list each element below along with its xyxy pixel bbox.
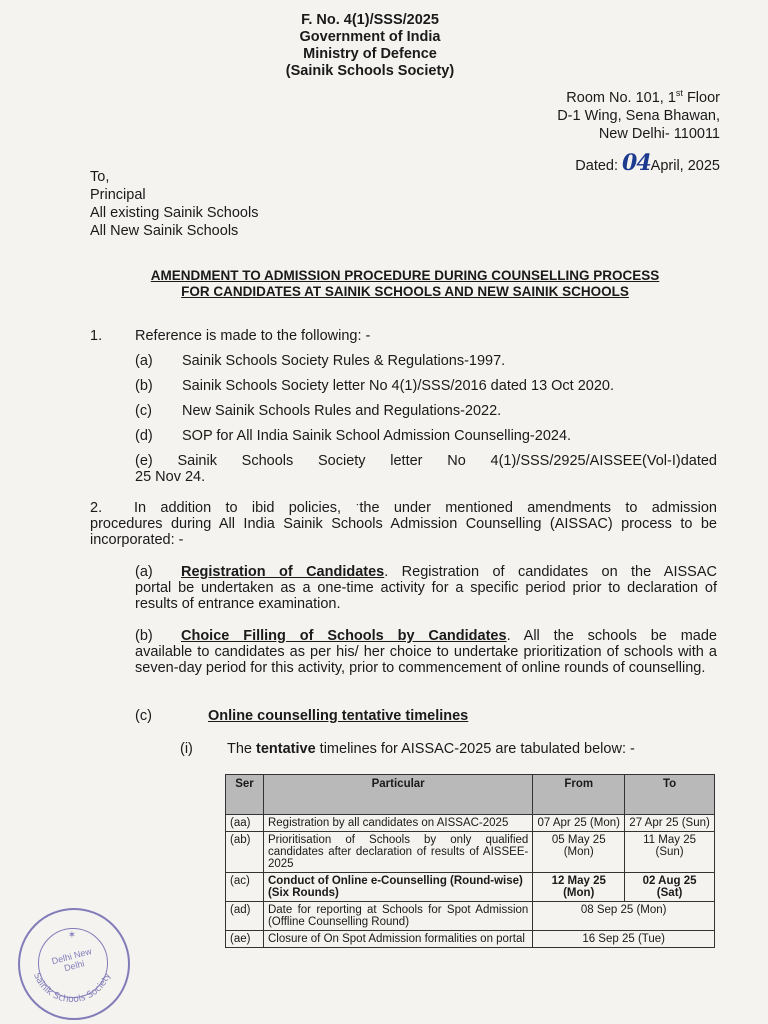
para-1-item-b: (b) Sainik Schools Society letter No 4(1)/SSS/2016 dated 13 Oct 2020. — [135, 378, 615, 394]
recipient-line-2: All New Sainik Schools — [90, 223, 239, 239]
subject-line-1: AMENDMENT TO ADMISSION PROCEDURE DURING COUNSELLING PROCESS — [150, 268, 660, 283]
row-particular: Closure of On Spot Admission formalities on portal — [263, 931, 532, 948]
stamp-center-text: Delhi New Delhi — [50, 946, 93, 974]
para-2-rest: procedures during All India Sainik Schools Admission Counselling (AISSAC) process to be incorporated: - — [90, 516, 717, 548]
para-2-item-b: (b) Choice Filling of Schools by Candidates. All the schools be made available to candidates as per his/ her choice to undertake prioritization of schools with a seven-day period for this activity, prior to commencement of online rounds of counselling. — [135, 628, 717, 676]
table-row — [226, 931, 715, 948]
letter-header — [270, 12, 470, 80]
row-particular: Date for reporting at Schools for Spot Admission (Offline Counselling Round) — [263, 902, 532, 931]
row-date: 16 Sep 25 (Tue) — [533, 931, 715, 948]
para-1-item-d: (d) SOP for All India Sainik School Admission Counselling-2024. — [135, 428, 572, 444]
stamp-text: Sainik Schools Society — [31, 971, 113, 1006]
choice-filling-title: Choice Filling of Schools by Candidates — [181, 628, 507, 644]
col-header-from: From — [533, 775, 625, 815]
para-2-item-c-i: (i) The tentative timelines for AISSAC-2025 are tabulated below: - — [180, 741, 635, 757]
row-from: 05 May 25 (Mon) — [533, 832, 625, 873]
row-ser: (aa) — [226, 815, 264, 832]
recipient-block — [90, 168, 258, 240]
row-particular: Conduct of Online e-Counselling (Round-wise) (Six Rounds) — [263, 873, 532, 902]
government-line: Government of India — [299, 29, 441, 45]
subject-line-2: FOR CANDIDATES AT SAINIK SCHOOLS AND NEW SAINIK SCHOOLS — [181, 284, 629, 299]
para-2-first-line: In addition to ibid policies, ˑthe under mentioned amendments to admission — [134, 500, 717, 516]
sender-address — [557, 84, 720, 143]
timelines-title: Online counselling tentative timelines — [208, 708, 469, 724]
handwritten-day: 04 — [622, 150, 651, 176]
address-city: New Delhi- 110011 — [598, 125, 720, 142]
to-label: To, — [90, 169, 110, 185]
table-row — [226, 815, 715, 832]
table-row — [226, 873, 715, 902]
para-1-item-c: (c) New Sainik Schools Rules and Regulations-2022. — [135, 403, 502, 419]
date-line — [575, 150, 720, 176]
stamp-top-glyph: ✶ — [67, 930, 77, 941]
row-to: 11 May 25 (Sun) — [625, 832, 715, 873]
dated-month-year: April, 2025 — [650, 158, 720, 174]
subject-heading — [100, 268, 710, 300]
row-particular: Registration by all candidates on AISSAC-2025 — [263, 815, 532, 832]
para-2-item-c: (c) Online counselling tentative timelines — [135, 708, 469, 724]
registration-title: Registration of Candidates — [181, 564, 385, 580]
ministry-line: Ministry of Defence — [303, 46, 437, 62]
para-1-number: 1. — [90, 328, 103, 344]
recipient-principal: Principal — [90, 187, 146, 203]
col-header-ser: Ser — [226, 775, 264, 815]
para-1-text: Reference is made to the following: - — [135, 328, 371, 344]
row-to: 02 Aug 25 (Sat) — [625, 873, 715, 902]
row-from: 12 May 25 (Mon) — [533, 873, 625, 902]
table-row — [226, 902, 715, 931]
official-stamp — [18, 908, 130, 1020]
row-to: 27 Apr 25 (Sun) — [625, 815, 715, 832]
para-1 — [90, 328, 720, 344]
row-ser: (ab) — [226, 832, 264, 873]
para-2 — [90, 500, 717, 548]
address-room: Room No. 101, 1st Floor — [566, 88, 720, 106]
col-header-particular: Particular — [263, 775, 532, 815]
dated-label: Dated: — [575, 158, 619, 174]
col-header-to: To — [625, 775, 715, 815]
para-1-item-e — [135, 453, 717, 485]
para-2-item-a: (a) Registration of Candidates. Registration of candidates on the AISSAC portal be undertaken as a one-time activity for a specific period prior to declaration of results of entrance examination. — [135, 564, 717, 612]
row-ser: (ac) — [226, 873, 264, 902]
row-ser: (ae) — [226, 931, 264, 948]
recipient-line-1: All existing Sainik Schools — [90, 205, 259, 221]
para-2-number: 2. — [90, 500, 103, 516]
item-e-second-line: 25 Nov 24. — [135, 469, 206, 485]
item-e-first-line: (e) Sainik Schools Society letter No 4(1)/SSS/2925/AISSEE(Vol-I)dated — [135, 453, 717, 469]
table-header-row — [226, 775, 715, 815]
para-1-item-a: (a) Sainik Schools Society Rules & Regulations-1997. — [135, 353, 506, 369]
society-line: (Sainik Schools Society) — [285, 63, 455, 79]
address-wing: D-1 Wing, Sena Bhawan, — [557, 107, 720, 124]
row-date: 08 Sep 25 (Mon) — [533, 902, 715, 931]
timeline-table — [225, 774, 715, 948]
file-number: F. No. 4(1)/SSS/2025 — [301, 12, 439, 28]
row-ser: (ad) — [226, 902, 264, 931]
row-from: 07 Apr 25 (Mon) — [533, 815, 625, 832]
row-particular: Prioritisation of Schools by only qualified candidates after declaration of results of AISSEE-2025 — [263, 832, 532, 873]
table-row — [226, 832, 715, 873]
stamp-inner-ring — [38, 928, 108, 998]
